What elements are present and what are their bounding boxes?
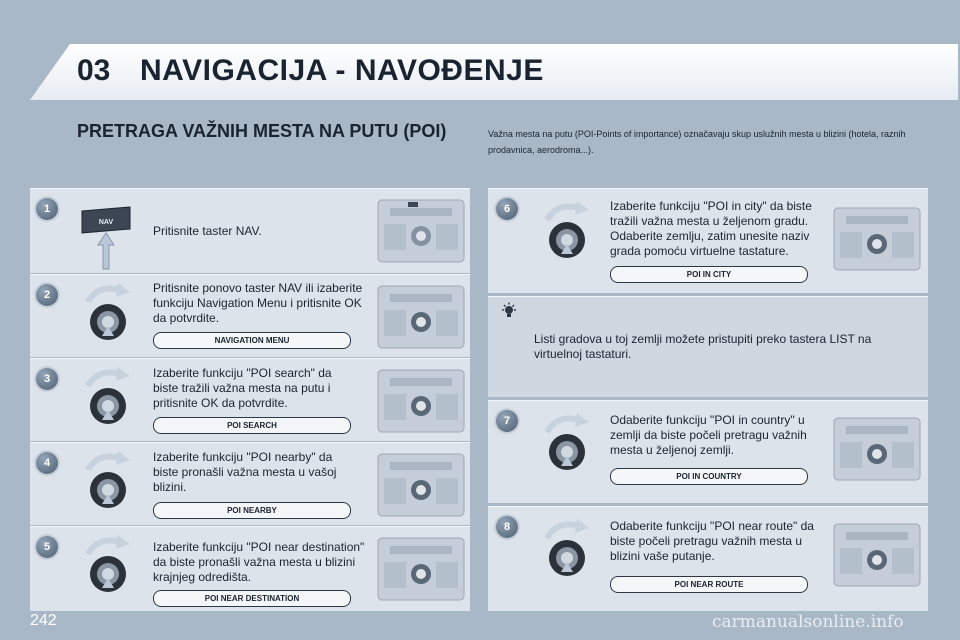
step-text-6: Izaberite funkciju "POI in city" da biste tražili važna mesta u željenom gradu. Odaberite zemlju, zatim unesite naziv grada pomoću virtuelne tastature. bbox=[610, 199, 812, 258]
page-title: NAVIGACIJA - NAVOĐENJE bbox=[140, 54, 544, 87]
tip-text: Listi gradova u toj zemlji možete pristupiti preko tastera LIST na virtuelnoj tastaturi. bbox=[534, 332, 872, 361]
rotary-knob-turn-icon bbox=[537, 518, 597, 578]
nav-button-press-icon bbox=[76, 203, 136, 273]
step-text-7: Odaberite funkciju "POI in country" u zemlji da biste počeli pretragu važnih mesta u željenoj zemlji. bbox=[610, 413, 807, 457]
step-text-2: Pritisnite ponovo taster NAV ili izaberite funkciju Navigation Menu i pritisnite OK da potvrdite. bbox=[153, 281, 363, 325]
rotary-knob-press-icon bbox=[78, 282, 138, 342]
head-unit-thumbnail bbox=[376, 446, 466, 526]
step-text-3: Izaberite funkciju "POI search" da biste tražili važna mesta na putu i pritisnite OK da potvrdite. bbox=[153, 366, 332, 410]
page-number: 242 bbox=[30, 612, 57, 629]
head-unit-thumbnail bbox=[376, 278, 466, 358]
function-label-poi-nearby: POI NEARBY bbox=[153, 502, 351, 519]
intro-text: Važna mesta na putu (POI-Points of importance) označavaju skup uslužnih mesta u blizini (hotela, raznih prodavnica, aerodroma...). bbox=[488, 129, 906, 155]
head-unit-thumbnail bbox=[376, 362, 466, 442]
step-number-8: 8 bbox=[496, 516, 518, 538]
head-unit-thumbnail bbox=[376, 192, 466, 272]
tip-lightbulb-icon bbox=[500, 302, 518, 320]
step-number-1: 1 bbox=[36, 198, 58, 220]
step-number-6: 6 bbox=[496, 198, 518, 220]
step-text-8: Odaberite funkciju "POI near route" da biste počeli pretragu važnih mesta u blizini vaše putanje. bbox=[610, 519, 814, 563]
nav-button-label: NAV bbox=[98, 219, 114, 226]
step-text-4: Izaberite funkciju "POI nearby" da biste pronašli važna mesta u vašoj blizini. bbox=[153, 450, 337, 494]
function-label-poi-search: POI SEARCH bbox=[153, 417, 351, 434]
step-number-3: 3 bbox=[36, 368, 58, 390]
step-number-2: 2 bbox=[36, 284, 58, 306]
rotary-knob-turn-icon bbox=[78, 450, 138, 510]
rotary-knob-turn-icon bbox=[78, 534, 138, 594]
step-text-5: Izaberite funkciju "POI near destination" da biste pronašli važna mesta u blizini krajnjeg odredišta. bbox=[153, 540, 365, 584]
head-unit-thumbnail bbox=[832, 410, 922, 490]
chapter-number: 03 bbox=[77, 54, 111, 87]
rotary-knob-turn-icon bbox=[537, 200, 597, 260]
step-number-4: 4 bbox=[36, 452, 58, 474]
function-label-navigation-menu: NAVIGATION MENU bbox=[153, 332, 351, 349]
head-unit-thumbnail bbox=[832, 516, 922, 596]
function-label-poi-near-route: POI NEAR ROUTE bbox=[610, 576, 808, 593]
rotary-knob-turn-icon bbox=[537, 412, 597, 472]
step-number-7: 7 bbox=[496, 410, 518, 432]
footer-watermark: carmanualsonline.info bbox=[712, 612, 904, 632]
rotary-knob-turn-icon bbox=[78, 366, 138, 426]
function-label-poi-near-destination: POI NEAR DESTINATION bbox=[153, 590, 351, 607]
function-label-poi-in-city: POI IN CITY bbox=[610, 266, 808, 283]
function-label-poi-in-country: POI IN COUNTRY bbox=[610, 468, 808, 485]
section-title: PRETRAGA VAŽNIH MESTA NA PUTU (POI) bbox=[77, 121, 447, 141]
step-number-5: 5 bbox=[36, 536, 58, 558]
head-unit-thumbnail bbox=[376, 530, 466, 610]
head-unit-thumbnail bbox=[832, 200, 922, 280]
step-text-1: Pritisnite taster NAV. bbox=[153, 224, 262, 238]
